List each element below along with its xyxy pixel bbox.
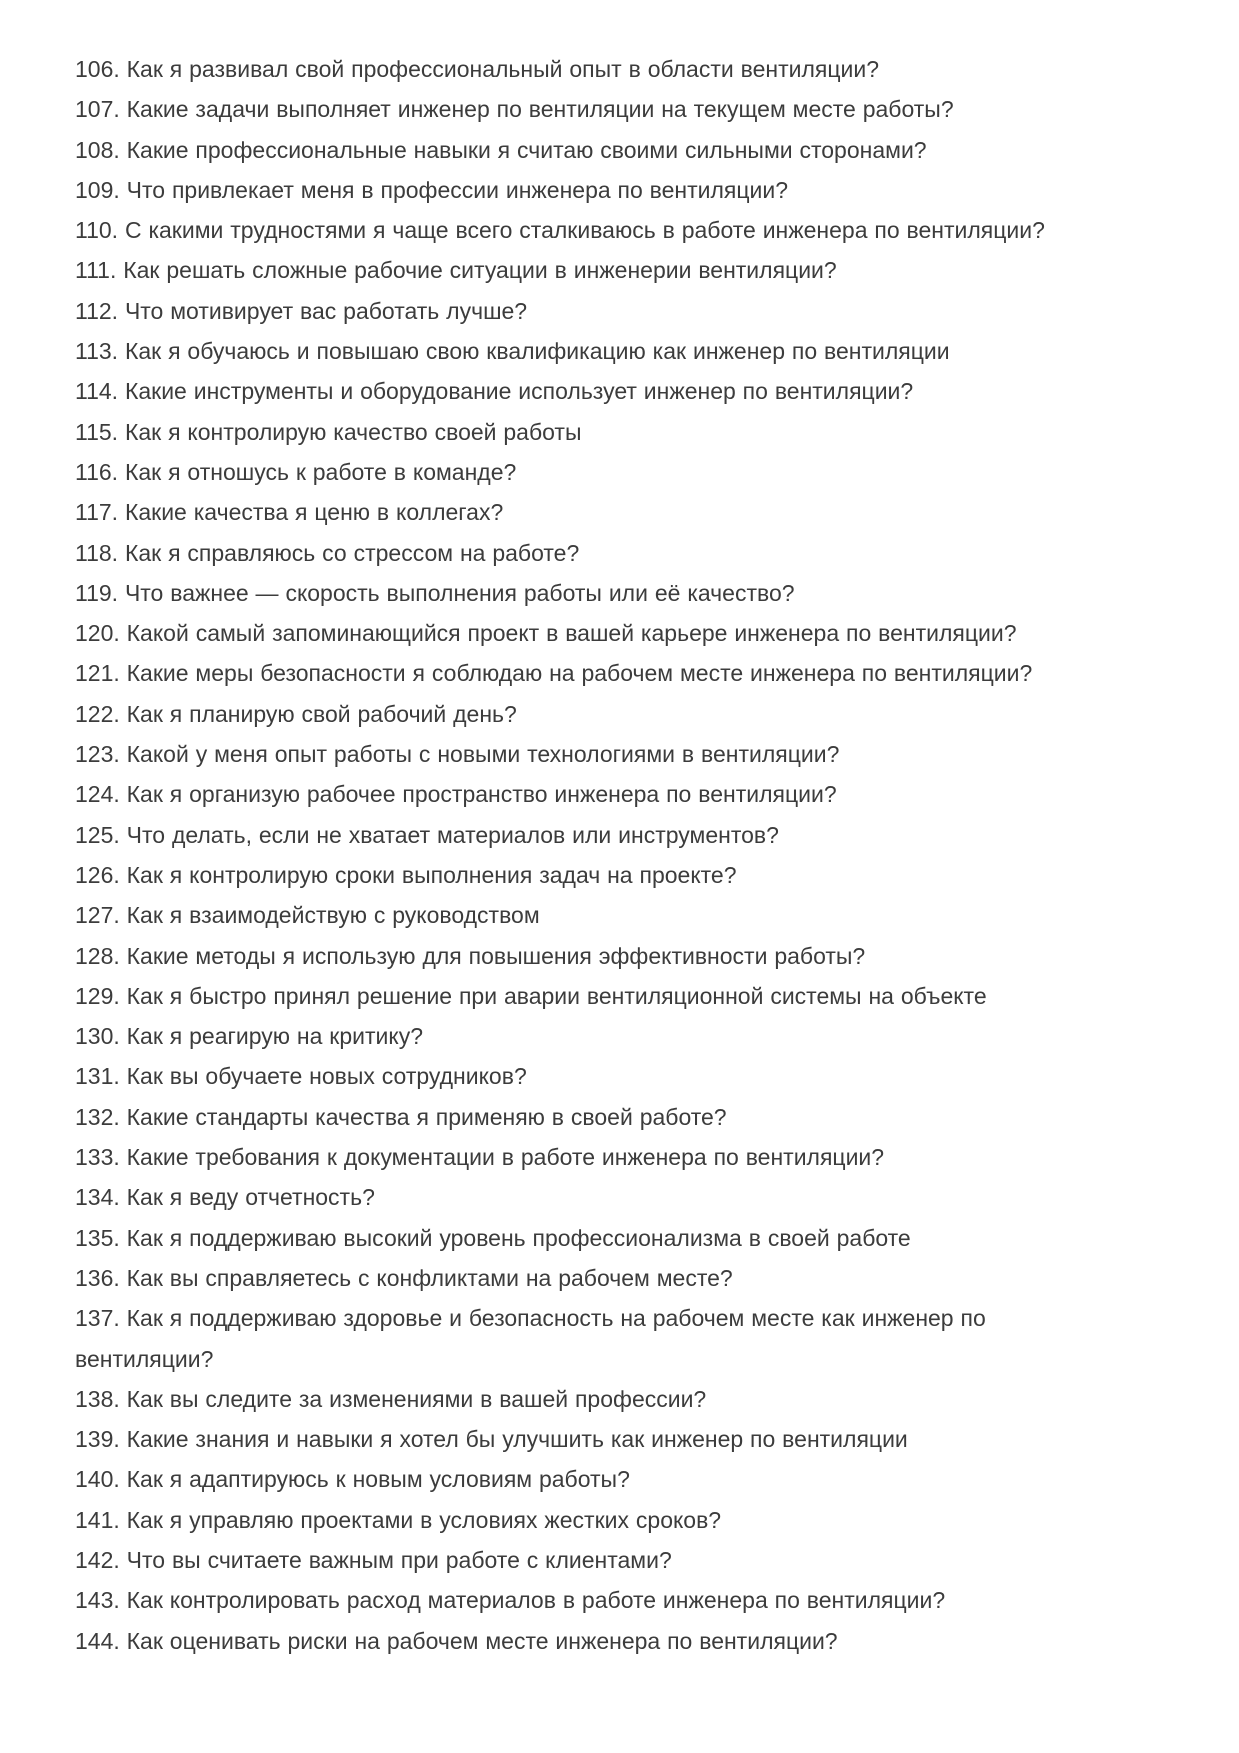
question-item: 137. Как я поддерживаю здоровье и безопасность на рабочем месте как инженер по вентиляции? bbox=[75, 1305, 986, 1372]
question-item: 130. Как я реагирую на критику? bbox=[75, 1023, 424, 1050]
question-item: 118. Как я справляюсь со стрессом на работе? bbox=[75, 539, 580, 566]
question-item: 117. Какие качества я ценю в коллегах? bbox=[75, 499, 504, 526]
question-item: 115. Как я контролирую качество своей работы bbox=[75, 418, 582, 445]
question-item: 113. Как я обучаюсь и повышаю свою квалификацию как инженер по вентиляции bbox=[75, 338, 950, 365]
question-item: 119. Что важнее — скорость выполнения работы или её качество? bbox=[75, 579, 795, 606]
question-item: 141. Как я управляю проектами в условиях жестких сроков? bbox=[75, 1506, 722, 1533]
question-item: 144. Как оценивать риски на рабочем месте инженера по вентиляции? bbox=[75, 1627, 838, 1654]
question-item: 112. Что мотивирует вас работать лучше? bbox=[75, 297, 528, 324]
question-item: 140. Как я адаптируюсь к новым условиям работы? bbox=[75, 1466, 630, 1493]
question-item: 121. Какие меры безопасности я соблюдаю на рабочем месте инженера по вентиляции? bbox=[75, 660, 1033, 687]
question-item: 127. Как я взаимодействую с руководством bbox=[75, 902, 540, 929]
question-item: 110. С какими трудностями я чаще всего сталкиваюсь в работе инженера по вентиляции? bbox=[75, 217, 1045, 244]
question-item: 120. Какой самый запоминающийся проект в вашей карьере инженера по вентиляции? bbox=[75, 620, 1017, 647]
question-item: 126. Как я контролирую сроки выполнения задач на проекте? bbox=[75, 861, 737, 888]
question-item: 134. Как я веду отчетность? bbox=[75, 1184, 375, 1211]
question-item: 142. Что вы считаете важным при работе с клиентами? bbox=[75, 1546, 672, 1573]
question-item: 138. Как вы следите за изменениями в вашей профессии? bbox=[75, 1385, 707, 1412]
question-item: 135. Как я поддерживаю высокий уровень профессионализма в своей работе bbox=[75, 1224, 911, 1251]
question-item: 123. Какой у меня опыт работы с новыми технологиями в вентиляции? bbox=[75, 741, 840, 768]
question-item: 139. Какие знания и навыки я хотел бы улучшить как инженер по вентиляции bbox=[75, 1426, 908, 1453]
question-item: 109. Что привлекает меня в профессии инженера по вентиляции? bbox=[75, 176, 789, 203]
question-item: 122. Как я планирую свой рабочий день? bbox=[75, 700, 517, 727]
question-item: 125. Что делать, если не хватает материалов или инструментов? bbox=[75, 821, 779, 848]
question-item: 106. Как я развивал свой профессиональный опыт в области вентиляции? bbox=[75, 56, 879, 82]
question-item: 107. Какие задачи выполняет инженер по вентиляции на текущем месте работы? bbox=[75, 96, 954, 123]
question-item: 124. Как я организую рабочее пространство инженера по вентиляции? bbox=[75, 781, 837, 808]
question-item: 129. Как я быстро принял решение при аварии вентиляционной системы на объекте bbox=[75, 982, 987, 1009]
question-item: 136. Как вы справляетесь с конфликтами на рабочем месте? bbox=[75, 1264, 733, 1291]
question-item: 133. Какие требования к документации в работе инженера по вентиляции? bbox=[75, 1144, 885, 1171]
question-item: 132. Какие стандарты качества я применяю в своей работе? bbox=[75, 1103, 727, 1130]
question-item: 143. Как контролировать расход материалов в работе инженера по вентиляции? bbox=[75, 1587, 946, 1614]
question-item: 114. Какие инструменты и оборудование использует инженер по вентиляции? bbox=[75, 378, 914, 405]
question-item: 116. Как я отношусь к работе в команде? bbox=[75, 458, 517, 485]
question-item: 108. Какие профессиональные навыки я считаю своими сильными сторонами? bbox=[75, 136, 927, 163]
question-item: 131. Как вы обучаете новых сотрудников? bbox=[75, 1063, 527, 1090]
question-list bbox=[75, 49, 1089, 1661]
question-item: 128. Какие методы я использую для повышения эффективности работы? bbox=[75, 942, 866, 969]
question-item: 111. Как решать сложные рабочие ситуации в инженерии вентиляции? bbox=[75, 257, 837, 284]
